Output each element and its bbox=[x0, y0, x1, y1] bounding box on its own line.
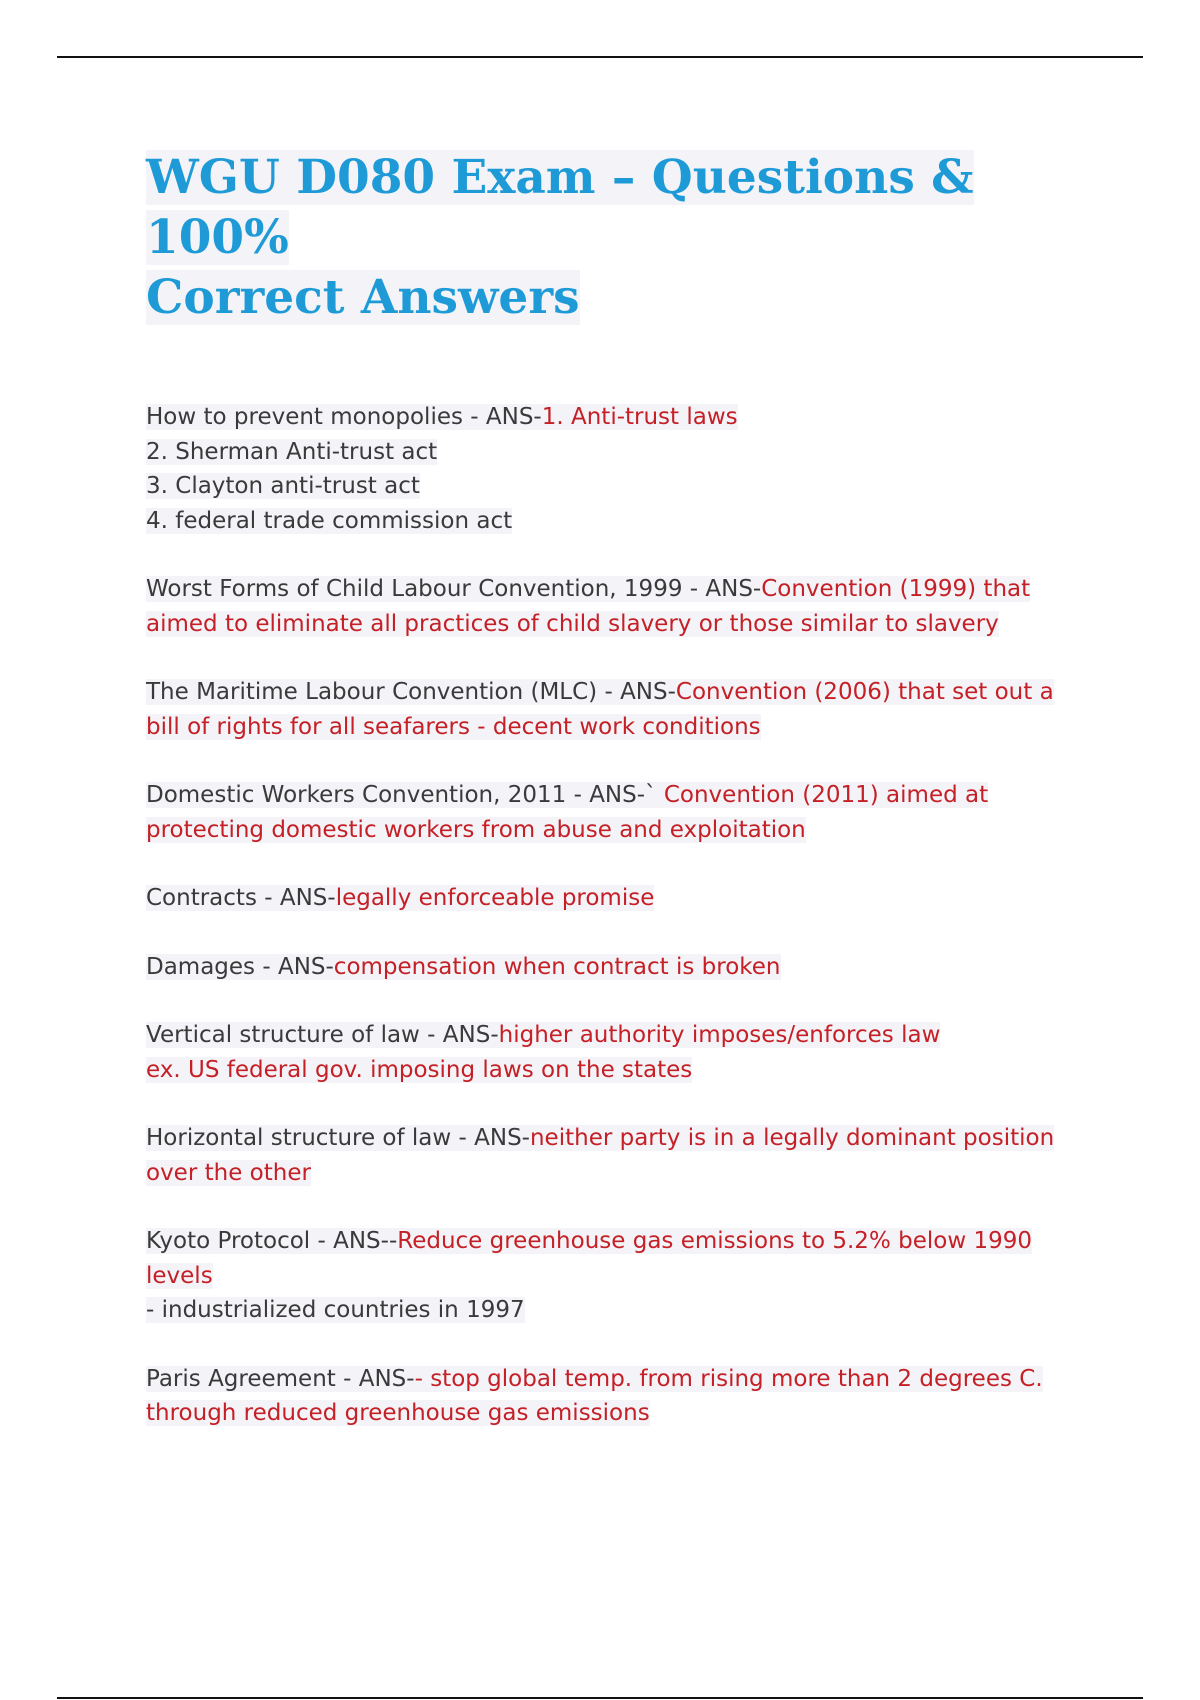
answer-text-line-2: ex. US federal gov. imposing laws on the states bbox=[146, 1056, 693, 1083]
answer-text: 1. Anti-trust laws bbox=[541, 404, 738, 430]
answer-extra-line: 3. Clayton anti-trust act bbox=[146, 473, 420, 499]
qa-item-maritime bbox=[146, 675, 1086, 744]
question-text: Damages - ANS- bbox=[146, 953, 334, 980]
qa-item-contracts bbox=[146, 881, 1086, 916]
qa-item-domestic-workers bbox=[146, 778, 1086, 847]
bottom-rule bbox=[57, 1697, 1143, 1699]
answer-text: compensation when contract is broken bbox=[333, 953, 781, 980]
answer-extra-line: 2. Sherman Anti-trust act bbox=[146, 438, 438, 465]
qa-item-horizontal-structure bbox=[146, 1121, 1086, 1190]
qa-item-monopolies bbox=[146, 400, 1086, 538]
answer-text: Convention (2006) that set out a bill of rights for all seafarers - decent work conditions bbox=[146, 679, 1054, 740]
answer-extra-line: - industrialized countries in 1997 bbox=[146, 1297, 525, 1323]
question-text: Paris Agreement - ANS- bbox=[146, 1365, 415, 1392]
answer-text: neither party is in a legally dominant position over the other bbox=[146, 1125, 1055, 1186]
qa-item-paris bbox=[146, 1362, 1086, 1431]
answer-extra-line: 4. federal trade commission act bbox=[146, 507, 513, 534]
top-rule bbox=[57, 56, 1143, 58]
qa-item-vertical-structure bbox=[146, 1018, 1086, 1087]
qa-list bbox=[146, 400, 1086, 1431]
title-line-2: Correct Answers bbox=[146, 270, 580, 325]
qa-item-kyoto bbox=[146, 1224, 1086, 1328]
question-text: Domestic Workers Convention, 2011 - ANS-` bbox=[146, 782, 657, 808]
qa-item-damages bbox=[146, 950, 1086, 985]
qa-item-child-labour bbox=[146, 572, 1086, 641]
answer-text: Convention (2011) aimed at protecting domestic workers from abuse and exploitation bbox=[146, 782, 989, 843]
question-text: Worst Forms of Child Labour Convention, 1999 - ANS- bbox=[146, 576, 762, 602]
document-content bbox=[146, 148, 1086, 1465]
question-text: How to prevent monopolies - ANS- bbox=[146, 404, 542, 430]
answer-text: higher authority imposes/enforces law bbox=[498, 1022, 941, 1048]
question-text: Contracts - ANS- bbox=[146, 885, 336, 911]
title-line-1: WGU D080 Exam – Questions & 100% bbox=[146, 150, 974, 265]
document-title bbox=[146, 148, 1086, 328]
question-text: Kyoto Protocol - ANS-- bbox=[146, 1228, 398, 1254]
answer-text: Reduce greenhouse gas emissions to 5.2% below 1990 levels bbox=[146, 1228, 1032, 1289]
question-text: Vertical structure of law - ANS- bbox=[146, 1022, 499, 1048]
question-text: The Maritime Labour Convention (MLC) - ANS- bbox=[146, 679, 676, 705]
answer-text: Convention (1999) that aimed to eliminate all practices of child slavery or those similar to slavery bbox=[146, 576, 1031, 637]
question-text: Horizontal structure of law - ANS- bbox=[146, 1125, 530, 1151]
answer-text: legally enforceable promise bbox=[335, 885, 655, 911]
answer-text: - stop global temp. from rising more than 2 degrees C. through reduced greenhouse gas emissions bbox=[146, 1365, 1043, 1426]
